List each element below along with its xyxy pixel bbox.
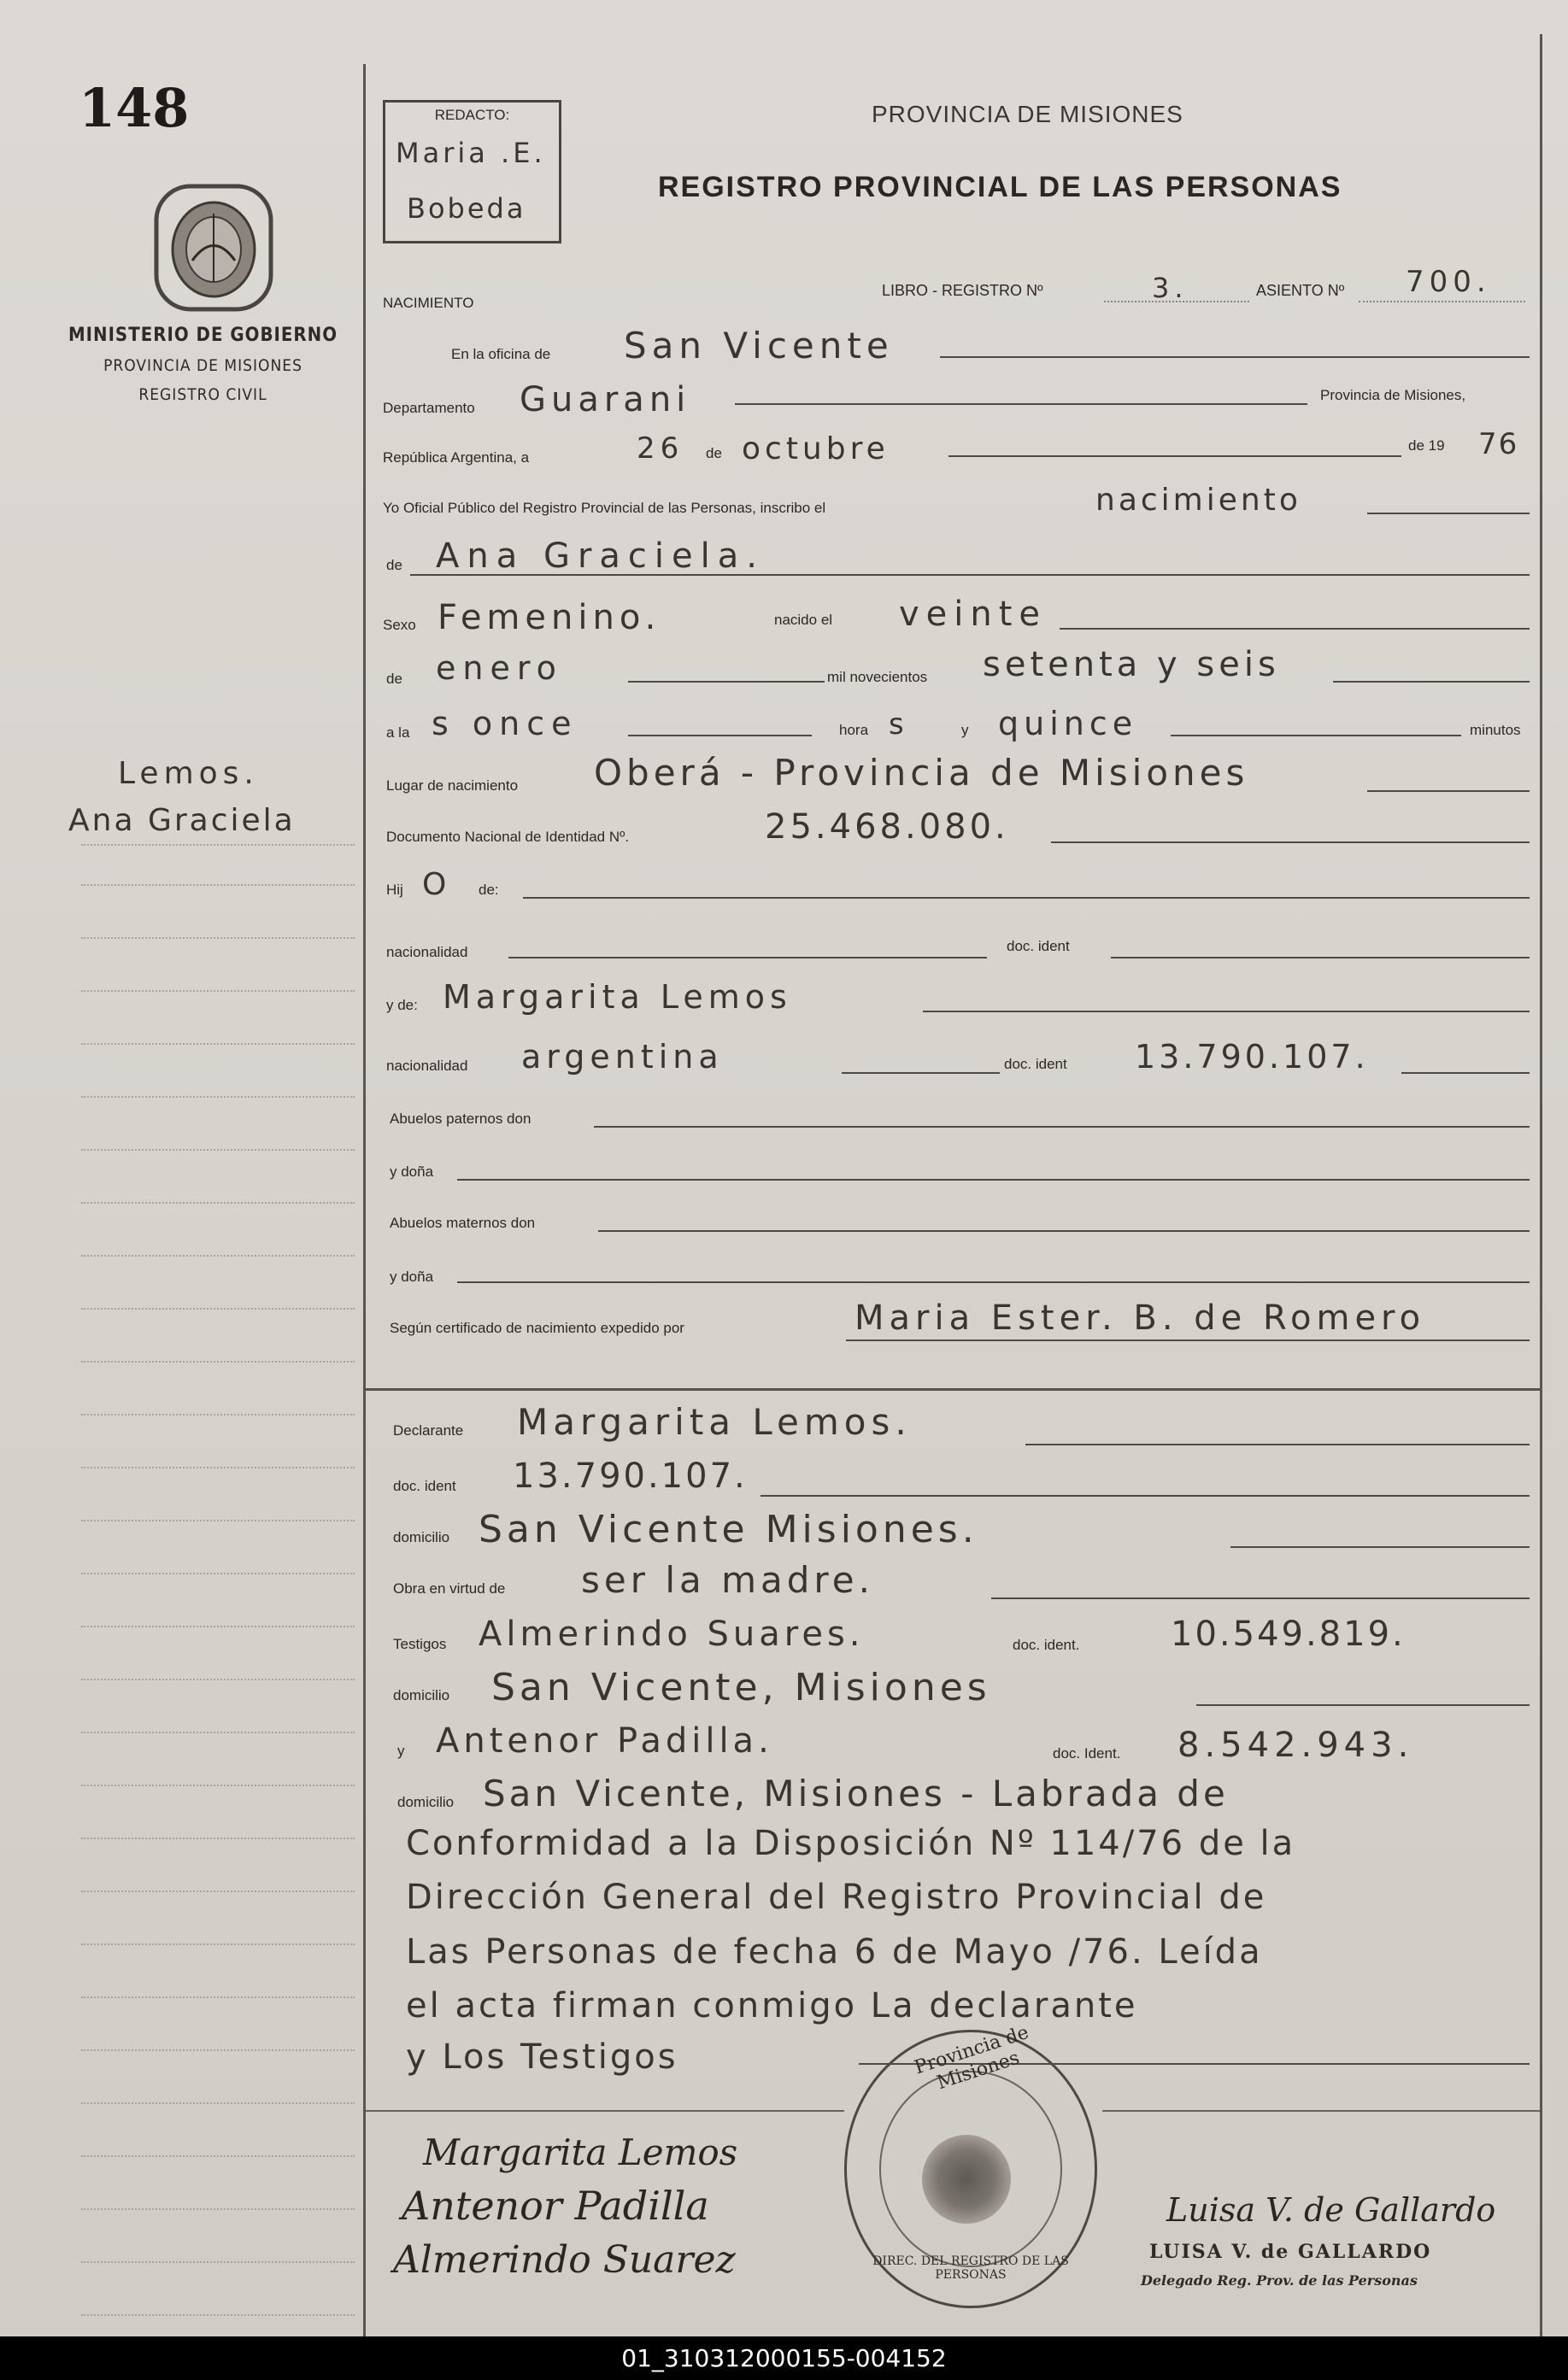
anio-value: 76: [1478, 427, 1519, 461]
official-seal: [844, 2021, 1097, 2308]
image-id-footer: 01_310312000155-004152: [0, 2336, 1568, 2380]
margin-ruled-line: [81, 1096, 355, 1098]
domicilio2-value: San Vicente, Misiones: [491, 1666, 991, 1709]
margin-ruled-line: [81, 2049, 355, 2051]
abuelos-paternos-label: Abuelos paternos don: [390, 1111, 531, 1127]
documento-value: 25.468.080.: [765, 807, 1009, 847]
page-number: 148: [79, 77, 190, 139]
redacto-box: [383, 100, 561, 243]
testigo2-doc-label: doc. Ident.: [1053, 1745, 1121, 1762]
yde-label: y de:: [386, 997, 418, 1013]
mes-value: octubre: [742, 431, 890, 466]
margin-ruled-line: [81, 937, 355, 939]
ydona2-label: y doña: [390, 1269, 434, 1285]
nacido-value: veinte: [899, 595, 1048, 634]
domicilio2-label: domicilio: [393, 1687, 450, 1703]
ala-label: a la: [386, 724, 410, 741]
margin-ruled-line: [81, 1467, 355, 1468]
docident1-label: doc. ident: [1007, 938, 1070, 954]
section-divider: [366, 1388, 1540, 1391]
nota-line-1: Conformidad a la Disposición Nº 114/76 de la: [406, 1824, 1296, 1863]
provincia-suffix: Provincia de Misiones,: [1320, 387, 1466, 403]
section-label: NACIMIENTO: [383, 295, 474, 311]
documento-label: Documento Nacional de Identidad Nº.: [386, 829, 630, 845]
oficial-value: nacimiento: [1095, 483, 1301, 518]
margin-ruled-line: [81, 2208, 355, 2210]
margin-ruled-line: [81, 1838, 355, 1839]
nacionalidad2-value: argentina: [521, 1038, 724, 1076]
de-label: de: [706, 445, 722, 461]
margin-ruled-line: [81, 1626, 355, 1627]
official-title: Delegado Reg. Prov. de las Personas: [1141, 2272, 1418, 2289]
declarante-value: Margarita Lemos.: [517, 1401, 912, 1443]
oficial-label: Yo Oficial Público del Registro Provincial de las Personas, inscribo el: [383, 500, 826, 516]
decl-doc-label: doc. ident: [393, 1478, 456, 1494]
mil-label: mil novecientos: [827, 669, 928, 685]
y2-label: y: [397, 1743, 405, 1759]
margin-ruled-line: [81, 1732, 355, 1733]
testigo2-doc-value: 8.542.943.: [1177, 1726, 1414, 1765]
margin-ruled-line: [81, 1361, 355, 1363]
mil-value: setenta y seis: [983, 645, 1280, 684]
lugar-label: Lugar de nacimiento: [386, 777, 519, 794]
right-rule: [1540, 34, 1542, 2336]
declarante-label: Declarante: [393, 1422, 464, 1439]
margin-ruled-line: [81, 1785, 355, 1786]
testigo1-doc-label: doc. ident.: [1013, 1637, 1080, 1653]
nota-line-4: el acta firman conmigo La declarante: [406, 1986, 1138, 2025]
nota-line-3: Las Personas de fecha 6 de Mayo /76. Leída: [406, 1932, 1263, 1972]
oficina-label: En la oficina de: [451, 346, 551, 362]
abuelos-maternos-label: Abuelos maternos don: [390, 1215, 536, 1231]
madre-value: Margarita Lemos: [443, 978, 792, 1016]
dia-value: 26: [637, 431, 684, 466]
margin-ruled-line: [81, 2102, 355, 2104]
asiento-value: 700.: [1406, 265, 1491, 299]
republica-label: República Argentina, a: [383, 449, 530, 466]
obra-label: Obra en virtud de: [393, 1580, 506, 1597]
seal-crest-icon: [922, 2135, 1011, 2224]
margin-ruled-line: [81, 1414, 355, 1416]
nombre-value: Ana Graciela.: [436, 536, 765, 576]
hijo-value: O: [422, 867, 452, 902]
ministry-office: REGISTRO CIVIL: [138, 385, 267, 404]
sexo-label: Sexo: [383, 617, 416, 633]
margin-given-names: Ana Graciela: [68, 803, 296, 838]
coat-of-arms-icon: [150, 179, 278, 316]
docident2-label: doc. ident: [1004, 1056, 1067, 1072]
redacto-line2: Bobeda: [407, 192, 526, 225]
obra-value: ser la madre.: [581, 1559, 874, 1601]
margin-rule: [363, 64, 366, 2336]
redacto-label: REDACTO:: [434, 107, 510, 123]
ydona1-label: y doña: [390, 1164, 434, 1180]
registry-title: REGISTRO PROVINCIAL DE LAS PERSONAS: [658, 171, 1342, 203]
signature-declarante: Margarita Lemos: [423, 2131, 738, 2173]
official-name: LUISA V. de GALLARDO: [1149, 2241, 1432, 2263]
margin-ruled-line: [81, 1943, 355, 1945]
certificado-value: Maria Ester. B. de Romero: [854, 1298, 1426, 1338]
hijo-label: Hij: [386, 882, 403, 898]
nacionalidad1-label: nacionalidad: [386, 944, 468, 960]
province-title: PROVINCIA DE MISIONES: [872, 101, 1183, 127]
departamento-value: Guarani: [520, 380, 691, 419]
ministry-province: PROVINCIA DE MISIONES: [103, 356, 302, 375]
margin-ruled-line: [81, 990, 355, 992]
margin-ruled-line: [81, 1202, 355, 1204]
domicilio1-label: domicilio: [393, 1529, 450, 1545]
margin-ruled-line: [81, 1520, 355, 1521]
margin-ruled-line: [81, 1255, 355, 1257]
docident2-value: 13.790.107.: [1135, 1038, 1369, 1076]
nota-line-5: y Los Testigos: [406, 2037, 678, 2077]
de2-label: de: [386, 557, 402, 573]
hora-value: s once: [432, 705, 578, 742]
margin-ruled-line: [81, 1149, 355, 1151]
oficina-value: San Vicente: [624, 325, 894, 366]
sexo-value: Femenino.: [438, 598, 661, 637]
de3-label: de: [386, 671, 402, 687]
libro-value: 3.: [1152, 272, 1189, 304]
ministry-name: MINISTERIO DE GOBIERNO: [68, 325, 338, 346]
margin-ruled-line: [81, 2314, 355, 2316]
departamento-label: Departamento: [383, 400, 475, 416]
margin-ruled-line: [81, 1573, 355, 1574]
margin-ruled-line: [81, 1679, 355, 1680]
margin-ruled-line: [81, 1996, 355, 1998]
margin-ruled-line: [81, 884, 355, 886]
hora-suffix: s: [889, 707, 909, 742]
seal-inner-text: DIREC. DEL REGISTRO DE LAS PERSONAS: [872, 2254, 1069, 2282]
libro-label: LIBRO - REGISTRO Nº: [882, 282, 1043, 299]
testigo1-value: Almerindo Suares.: [479, 1615, 865, 1654]
signature-testigo-1: Almerindo Suarez: [393, 2238, 736, 2282]
domicilio3-value: San Vicente, Misiones - Labrada de: [483, 1773, 1229, 1814]
domicilio3-label: domicilio: [397, 1794, 455, 1810]
certificado-label: Según certificado de nacimiento expedido por: [390, 1320, 684, 1336]
redacto-line1: Maria .E.: [396, 137, 546, 169]
nacido-mes-value: enero: [436, 649, 563, 687]
margin-ruled-line: [81, 2155, 355, 2157]
testigos-label: Testigos: [393, 1636, 447, 1652]
ministry-header: [51, 325, 355, 404]
asiento-label: ASIENTO Nº: [1256, 282, 1345, 299]
margin-ruled-line: [81, 1308, 355, 1310]
hijo-de-label: de:: [479, 882, 499, 898]
signature-testigo-2: Antenor Padilla: [402, 2183, 709, 2229]
anio-label: de 19: [1408, 437, 1445, 454]
lugar-value: Oberá - Provincia de Misiones: [594, 752, 1249, 794]
margin-surname: Lemos.: [118, 756, 259, 791]
nacionalidad2-label: nacionalidad: [386, 1058, 468, 1074]
testigo1-doc-value: 10.549.819.: [1171, 1615, 1406, 1654]
nota-line-2: Dirección General del Registro Provincial de: [406, 1878, 1267, 1917]
signature-official: Luisa V. de Gallardo: [1166, 2191, 1496, 2229]
testigo2-value: Antenor Padilla.: [436, 1721, 773, 1761]
hora-label: hora: [839, 722, 869, 738]
seal-outer-text: Provincia de Misiones: [912, 2021, 1031, 2095]
margin-ruled-line: [81, 1043, 355, 1045]
decl-doc-value: 13.790.107.: [513, 1457, 748, 1496]
y-label: y: [961, 722, 969, 738]
domicilio1-value: San Vicente Misiones.: [479, 1508, 978, 1551]
nacido-label: nacido el: [774, 612, 833, 628]
margin-ruled-line: [81, 2261, 355, 2263]
minutos-label: minutos: [1470, 722, 1521, 738]
minutos-value: quince: [998, 705, 1138, 742]
margin-ruled-line: [81, 1891, 355, 1892]
